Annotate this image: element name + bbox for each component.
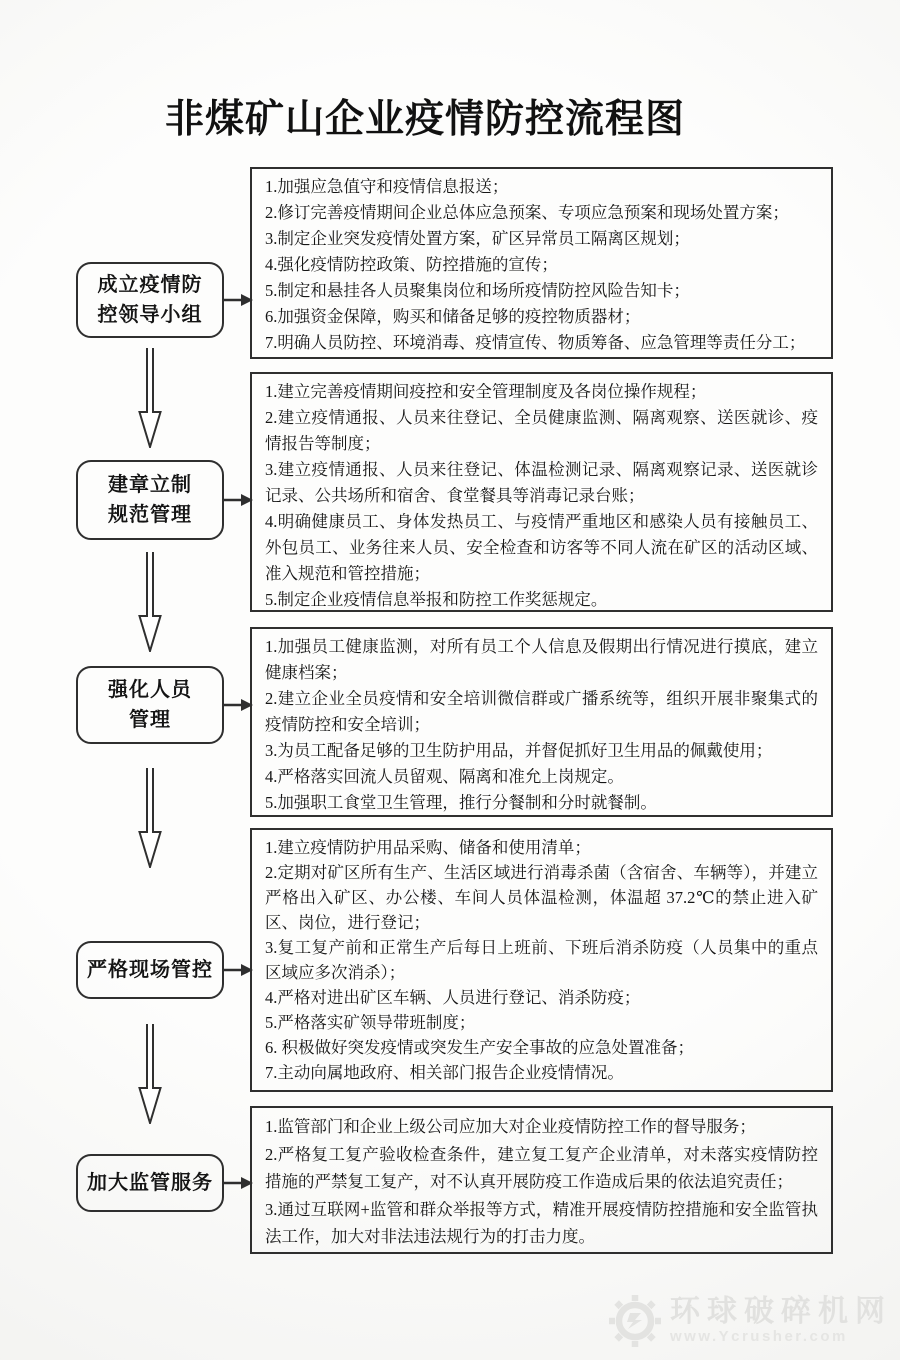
watermark-gear-icon — [608, 1294, 662, 1348]
down-arrow-icon — [136, 1024, 164, 1124]
detail-item: 1.加强应急值守和疫情信息报送； — [265, 177, 509, 196]
stage-box-label-line: 建章立制 — [108, 474, 192, 496]
detail-box-leading-group — [250, 167, 833, 359]
page-title: 非煤矿山企业疫情防控流程图 — [164, 98, 685, 141]
stage-box-supervision-service — [76, 1154, 224, 1212]
right-arrow-icon — [223, 492, 253, 508]
detail-item: 3.通过互联网+监管和群众举报等方式，精准开展疫情防控措施和安全监管执法工作，加大对非法违法规行为的打击力度。 — [265, 1199, 818, 1246]
detail-item: 1.建立完善疫情期间疫控和安全管理制度及各岗位操作规程； — [265, 382, 707, 401]
down-arrow-icon — [136, 348, 164, 448]
stage-box-site-control — [76, 941, 224, 999]
detail-box-personnel-management — [250, 627, 833, 817]
stage-box-leading-group — [76, 262, 224, 338]
detail-item: 7.明确人员防控、环境消毒、疫情宣传、物质筹备、应急管理等责任分工； — [265, 333, 806, 352]
right-arrow-icon — [223, 1175, 253, 1191]
stage-box-label-line: 强化人员 — [108, 679, 192, 701]
detail-item: 3.为员工配备足够的卫生防护用品，并督促抓好卫生用品的佩戴使用； — [265, 741, 773, 760]
detail-box-supervision-service — [250, 1106, 833, 1254]
watermark-site-url: www.Ycrusher.com — [670, 1328, 848, 1345]
detail-item: 2.建立企业全员疫情和安全培训微信群或广播系统等，组织开展非聚集式的疫情防控和安全培训； — [265, 689, 818, 734]
stage-box-label-line: 成立疫情防 — [97, 274, 203, 296]
detail-item: 2.建立疫情通报、人员来往登记、全员健康监测、隔离观察、送医就诊、疫情报告等制度； — [265, 408, 818, 453]
stage-box-personnel-management — [76, 666, 224, 744]
detail-item: 3.建立疫情通报、人员来往登记、体温检测记录、隔离观察记录、送医就诊记录、公共场所和宿舍、食堂餐具等消毒记录台账； — [265, 460, 818, 505]
stage-box-label-line: 规范管理 — [108, 504, 192, 526]
stage-box-rules-management — [76, 460, 224, 540]
detail-item: 2.严格复工复产验收检查条件，建立复工复产企业清单，对未落实疫情防控措施的严禁复工复产，对不认真开展防疫工作造成后果的依法追究责任； — [265, 1144, 818, 1191]
detail-item: 5.严格落实矿领导带班制度； — [265, 1013, 476, 1032]
stage-box-label-line: 控领导小组 — [97, 304, 203, 326]
down-arrow-icon — [136, 768, 164, 868]
detail-item: 4.严格落实回流人员留观、隔离和准允上岗规定。 — [265, 767, 624, 786]
detail-item: 6.加强资金保障，购买和储备足够的疫控物质器材； — [265, 307, 641, 326]
detail-item: 2.修订完善疫情期间企业总体应急预案、专项应急预案和现场处置方案； — [265, 203, 789, 222]
stage-box-label-line: 严格现场管控 — [87, 959, 213, 981]
down-arrow-icon — [136, 552, 164, 652]
stage-box-label-line: 加大监管服务 — [87, 1172, 213, 1194]
detail-item: 5.制定和悬挂各人员聚集岗位和场所疫情防控风险告知卡； — [265, 281, 690, 300]
detail-box-site-control — [250, 828, 833, 1092]
right-arrow-icon — [223, 697, 253, 713]
watermark — [608, 1294, 892, 1348]
detail-item: 7.主动向属地政府、相关部门报告企业疫情情况。 — [265, 1063, 624, 1082]
detail-item: 3.复工复产前和正常生产后每日上班前、下班后消杀防疫（人员集中的重点区域应多次消杀）； — [265, 938, 818, 982]
detail-item: 4.强化疫情防控政策、防控措施的宣传； — [265, 255, 558, 274]
detail-item: 1.建立疫情防护用品采购、储备和使用清单； — [265, 838, 591, 857]
watermark-site-name: 环球破碎机网 — [670, 1295, 892, 1328]
detail-box-rules-management — [250, 372, 833, 612]
right-arrow-icon — [223, 962, 253, 978]
detail-item: 5.加强职工食堂卫生管理，推行分餐制和分时就餐制。 — [265, 793, 657, 812]
detail-item: 2.定期对矿区所有生产、生活区域进行消毒杀菌（含宿舍、车辆等），并建立严格出入矿区、办公楼、车间人员体温检测，体温超 37.2℃的禁止进入矿区、岗位，进行登记； — [265, 863, 818, 932]
detail-item: 5.制定企业疫情信息举报和防控工作奖惩规定。 — [265, 590, 608, 609]
detail-item: 4.明确健康员工、身体发热员工、与疫情严重地区和感染人员有接触员工、外包员工、业务往来人员、安全检查和访客等不同人流在矿区的活动区域、准入规范和管控措施； — [265, 512, 818, 583]
detail-item: 3.制定企业突发疫情处置方案，矿区异常员工隔离区规划； — [265, 229, 690, 248]
stage-box-label-line: 管理 — [129, 709, 171, 731]
detail-item: 1.加强员工健康监测，对所有员工个人信息及假期出行情况进行摸底，建立健康档案； — [265, 637, 818, 682]
detail-item: 1.监管部门和企业上级公司应加大对企业疫情防控工作的督导服务； — [265, 1117, 756, 1136]
right-arrow-icon — [223, 292, 253, 308]
watermark-text — [670, 1296, 892, 1346]
detail-item: 4.严格对进出矿区车辆、人员进行登记、消杀防疫； — [265, 988, 641, 1007]
detail-item: 6. 积极做好突发疫情或突发生产安全事故的应急处置准备； — [265, 1038, 694, 1057]
